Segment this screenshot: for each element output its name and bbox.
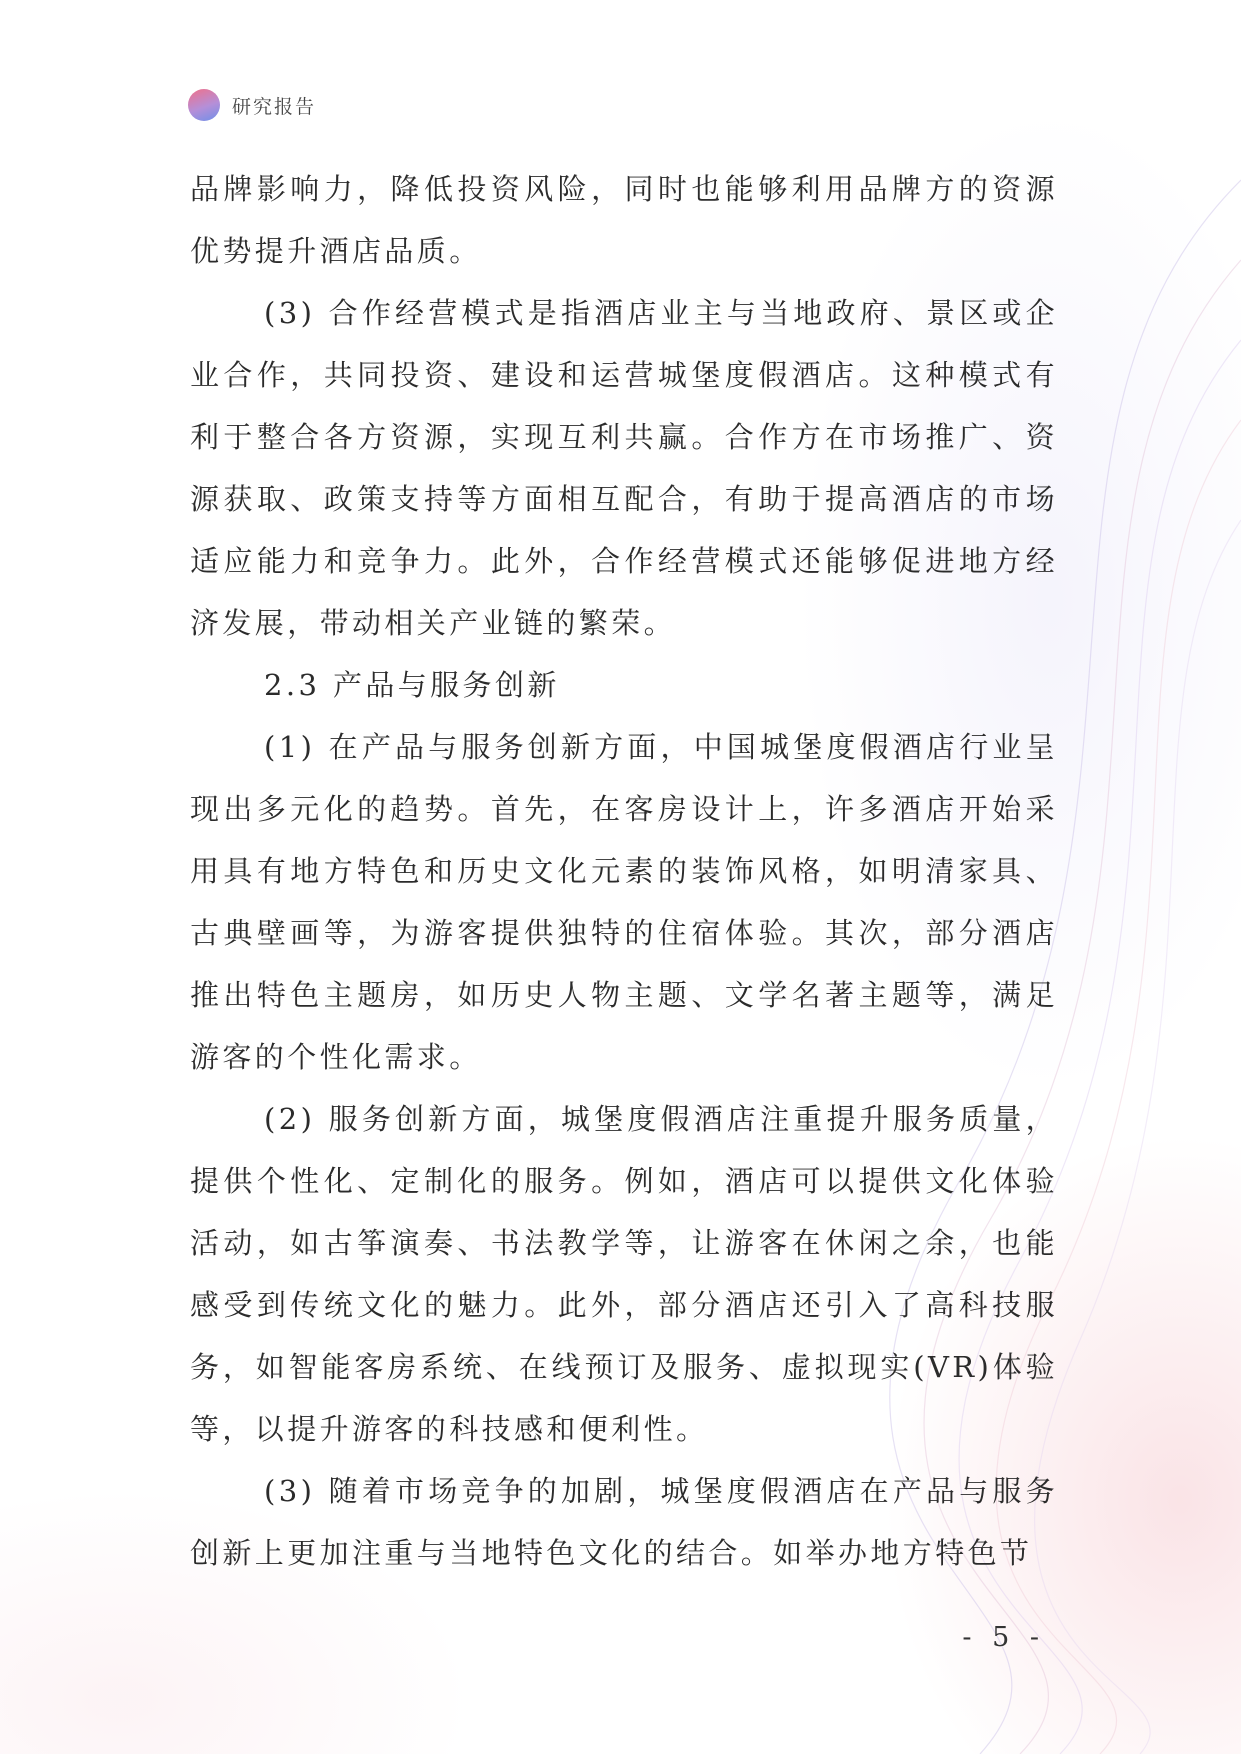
text-line: 优势提升酒店品质。 bbox=[190, 234, 482, 268]
text-line: (1) 在产品与服务创新方面，中国城堡度假酒店行业呈 bbox=[264, 730, 1058, 764]
text-line: (3) 随着市场竞争的加剧，城堡度假酒店在产品与服务 bbox=[264, 1474, 1058, 1508]
text-line: 提供个性化、定制化的服务。例如，酒店可以提供文化体验 bbox=[190, 1164, 1058, 1198]
text-line: (3) 合作经营模式是指酒店业主与当地政府、景区或企 bbox=[264, 296, 1058, 330]
text-line: 感受到传统文化的魅力。此外，部分酒店还引入了高科技服 bbox=[190, 1288, 1058, 1322]
text-line: 等，以提升游客的科技感和便利性。 bbox=[190, 1412, 709, 1446]
text-line: 推出特色主题房，如历史人物主题、文学名著主题等，满足 bbox=[190, 978, 1058, 1012]
page-number: - 5 - bbox=[962, 1622, 1045, 1653]
text-line: 游客的个性化需求。 bbox=[190, 1040, 482, 1074]
text-line: 源获取、政策支持等方面相互配合，有助于提高酒店的市场 bbox=[190, 482, 1058, 516]
text-line: 现出多元化的趋势。首先，在客房设计上，许多酒店开始采 bbox=[190, 792, 1058, 826]
text-line: 用具有地方特色和历史文化元素的装饰风格，如明清家具、 bbox=[190, 854, 1058, 888]
text-line: 创新上更加注重与当地特色文化的结合。如举办地方特色节 bbox=[190, 1536, 1033, 1570]
text-line: 利于整合各方资源，实现互利共赢。合作方在市场推广、资 bbox=[190, 420, 1058, 454]
text-line: 古典壁画等，为游客提供独特的住宿体验。其次，部分酒店 bbox=[190, 916, 1058, 950]
text-line: 业合作，共同投资、建设和运营城堡度假酒店。这种模式有 bbox=[190, 358, 1058, 392]
report-header-title: 研究报告 bbox=[232, 95, 317, 118]
text-line: 务，如智能客房系统、在线预订及服务、虚拟现实(VR)体验 bbox=[190, 1350, 1058, 1384]
text-line: 适应能力和竞争力。此外，合作经营模式还能够促进地方经 bbox=[190, 544, 1058, 578]
page-number-footer bbox=[0, 1622, 1241, 1653]
text-line: 品牌影响力，降低投资风险，同时也能够利用品牌方的资源 bbox=[190, 172, 1058, 206]
text-line: 2.3 产品与服务创新 bbox=[264, 668, 560, 702]
text-line: (2) 服务创新方面，城堡度假酒店注重提升服务质量， bbox=[264, 1102, 1058, 1136]
text-line: 活动，如古筝演奏、书法教学等，让游客在休闲之余，也能 bbox=[190, 1226, 1058, 1260]
document-body bbox=[190, 158, 1058, 1584]
text-line: 济发展，带动相关产业链的繁荣。 bbox=[190, 606, 677, 640]
report-header bbox=[188, 88, 316, 122]
report-logo-icon bbox=[188, 89, 220, 121]
